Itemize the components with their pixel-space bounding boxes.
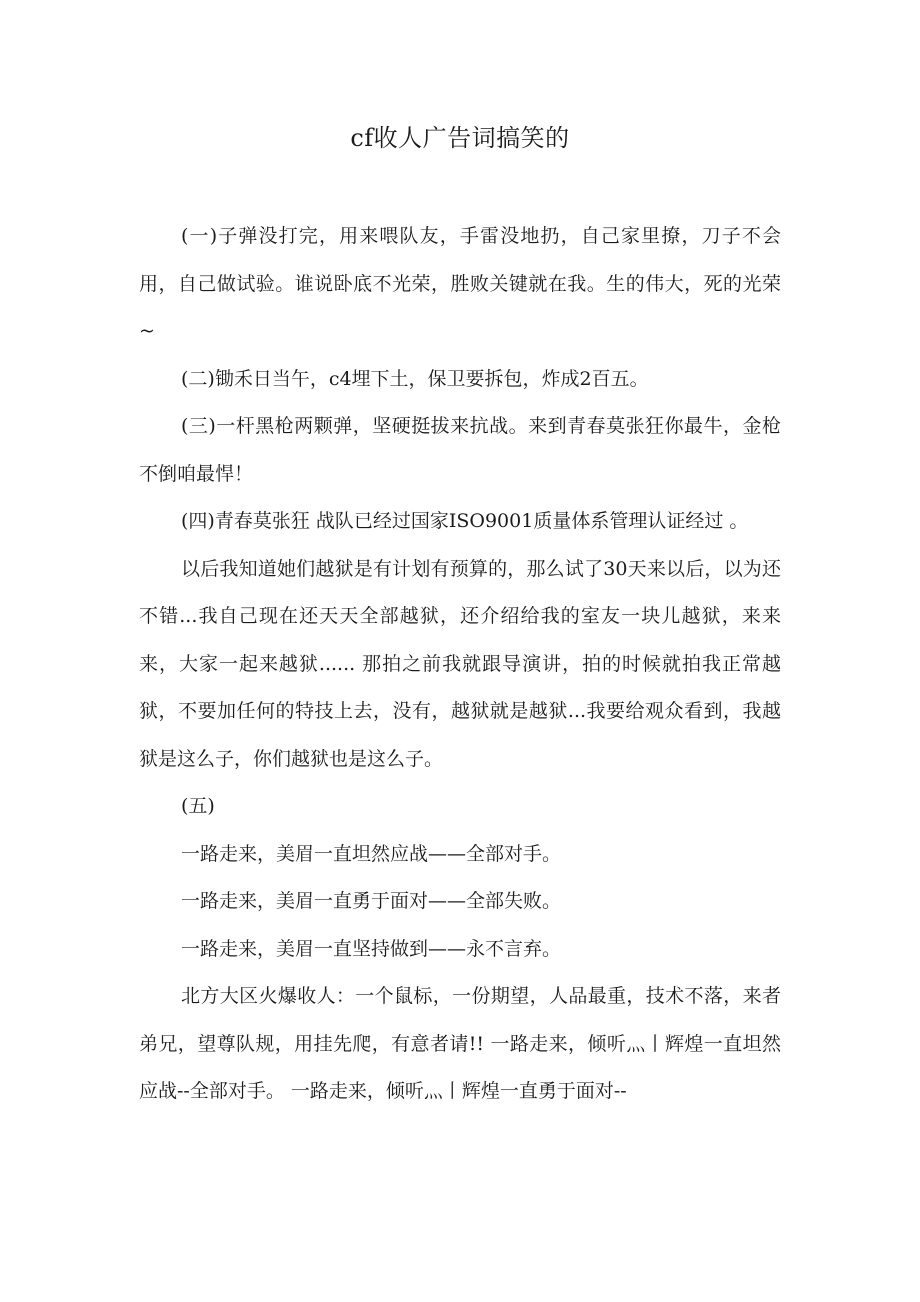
paragraph-4: (四)青春莫张狂 战队已经过国家ISO9001质量体系管理认证经过 。	[181, 510, 749, 532]
paragraph-1: (一)子弹没打完，用来喂队友，手雷没地扔，自己家里撩，刀子不会用，自己做试验。谁说卧底不光荣，胜败关键就在我。生的伟大，死的光荣~	[139, 225, 781, 342]
paragraph-3: (三)一杆黑枪两颗弹，坚硬挺拔来抗战。来到青春莫张狂你最牛，金枪不倒咱最悍！	[139, 415, 781, 485]
paragraph-7: 一路走来，美眉一直坦然应战——全部对手。	[181, 842, 562, 865]
document-title: cf收人广告词搞笑的	[350, 124, 570, 152]
paragraph-2: (二)锄禾日当午，c4埋下土，保卫要拆包，炸成2百五。	[181, 367, 649, 390]
paragraph-5: 以后我知道她们越狱是有计划有预算的，那么试了30天来以后，以为还不错...我自己现在还天天全部越狱，还介绍给我的室友一块儿越狱，来来来，大家一起来越狱...... 那拍之前我就跟导演讲，拍的时候就拍我正常越狱，不要加任何的特技上去，没有，越狱就是越狱...我要给观众看到，我越狱是这么子，你们越狱也是这么子。	[139, 557, 781, 770]
document-body	[139, 213, 781, 1116]
paragraph-6: (五)	[181, 795, 215, 817]
paragraph-10: 北方大区火爆收人：一个鼠标，一份期望，人品最重，技术不落，来者弟兄，望尊队规，用挂先爬，有意者请!! 一路走来，倾听灬丨辉煌一直坦然应战--全部对手。 一路走来，倾听灬丨辉煌一直勇于面对--	[139, 985, 781, 1102]
paragraph-8: 一路走来，美眉一直勇于面对——全部失败。	[181, 890, 562, 912]
paragraph-9: 一路走来，美眉一直坚持做到——永不言弃。	[181, 937, 562, 960]
